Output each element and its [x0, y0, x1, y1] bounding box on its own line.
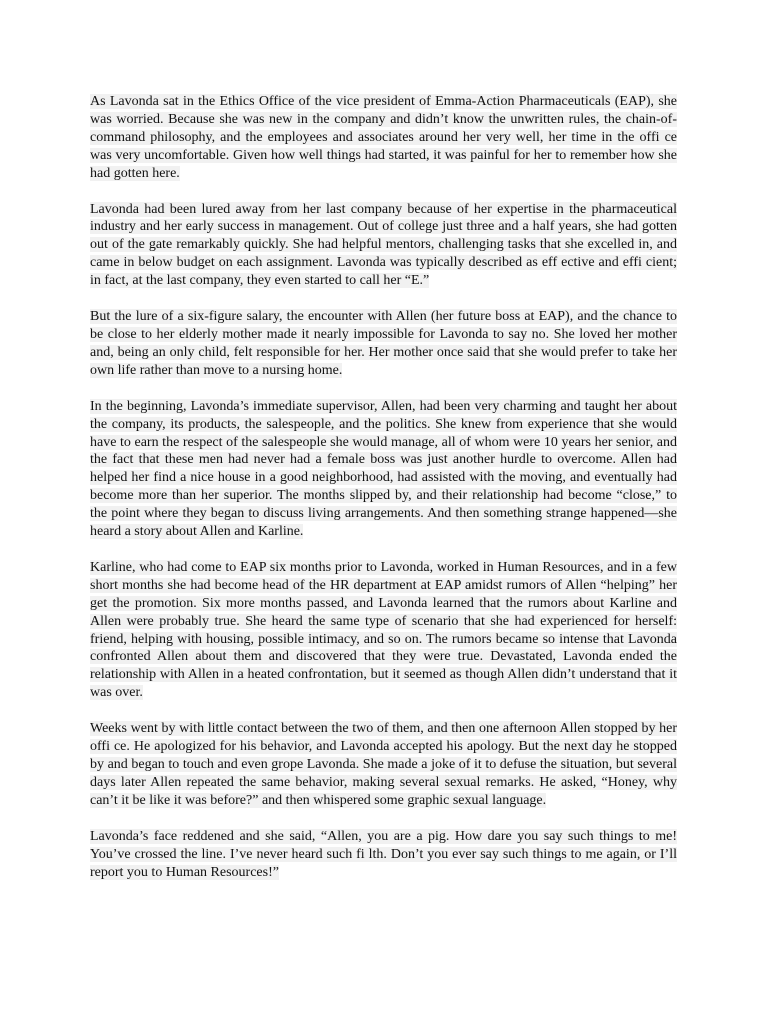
paragraph-6-text: Weeks went by with little contact between the two of them, and then one afternoon Allen stopped by her offi ce. He apologized for his behavior, and Lavonda accepted his apology. But the next day he stopped by and began to touch and even grope Lavonda. She made a joke of it to defuse the situation, but several days later Allen repeated the same behavior, making several sexual remarks. He asked, “Honey, why can’t it be like it was before?” and then whispered some graphic sexual language.	[90, 721, 677, 808]
paragraph-2-text: Lavonda had been lured away from her last company because of her expertise in the pharmaceutical industry and her early success in management. Out of college just three and a half years, she had gotten out of the gate remarkably quickly. She had helpful mentors, challenging tasks that she excelled in, and came in below budget on each assignment. Lavonda was typically described as eff ective and effi cient; in fact, at the last company, they even started to call her “E.”	[90, 201, 677, 289]
paragraph-4	[90, 398, 677, 541]
paragraph-3	[90, 308, 677, 380]
paragraph-2	[90, 201, 677, 291]
paragraph-6	[90, 720, 677, 810]
paragraph-7-text: Lavonda’s face reddened and she said, “Allen, you are a pig. How dare you say such things to me! You’ve crossed the line. I’ve never heard such fi lth. Don’t you ever say such things to me again, or I’ll report you to Human Resources!”	[90, 828, 677, 880]
paragraph-3-text: But the lure of a six-figure salary, the encounter with Allen (her future boss at EAP), and the chance to be close to her elderly mother made it nearly impossible for Lavonda to say no. She loved her mother and, being an only child, felt responsible for her. Her mother once said that she would prefer to take her own life rather than move to a nursing home.	[90, 309, 677, 378]
body-text	[90, 93, 677, 899]
paragraph-5-text: Karline, who had come to EAP six months prior to Lavonda, worked in Human Resources, and in a few short months she had become head of the HR department at EAP amidst rumors of Allen “helping” her get the promotion. Six more months passed, and Lavonda learned that the rumors about Karline and Allen were probably true. She heard the same type of scenario that she had experienced for herself: friend, helping with housing, possible intimacy, and so on. The rumors became so intense that Lavonda confronted Allen about them and discovered that they were true. Devastated, Lavonda ended the relationship with Allen in a heated confrontation, but it seemed as though Allen didn’t understand that it was over.	[90, 559, 677, 701]
paragraph-1-text: As Lavonda sat in the Ethics Office of the vice president of Emma-Action Pharmaceuticals (EAP), she was worried. Because she was new in the company and didn’t know the unwritten rules, the chain-of-command philosophy, and the employees and associates around her very well, her time in the offi ce was very uncomfortable. Given how well things had started, it was painful for her to remember how she had gotten here.	[90, 94, 677, 181]
paragraph-7	[90, 828, 677, 882]
paragraph-1	[90, 93, 677, 183]
paragraph-5	[90, 559, 677, 702]
paragraph-4-text: In the beginning, Lavonda’s immediate supervisor, Allen, had been very charming and taught her about the company, its products, the salespeople, and the politics. She knew from experience that she would have to earn the respect of the salespeople she would manage, all of whom were 10 years her senior, and the fact that these men had never had a female boss was just another hurdle to overcome. Allen had helped her find a nice house in a good neighborhood, had assisted with the moving, and eventually had become more than her superior. The months slipped by, and their relationship had become “close,” to the point where they began to discuss living arrangements. And then something strange happened—she heard a story about Allen and Karline.	[90, 398, 677, 540]
